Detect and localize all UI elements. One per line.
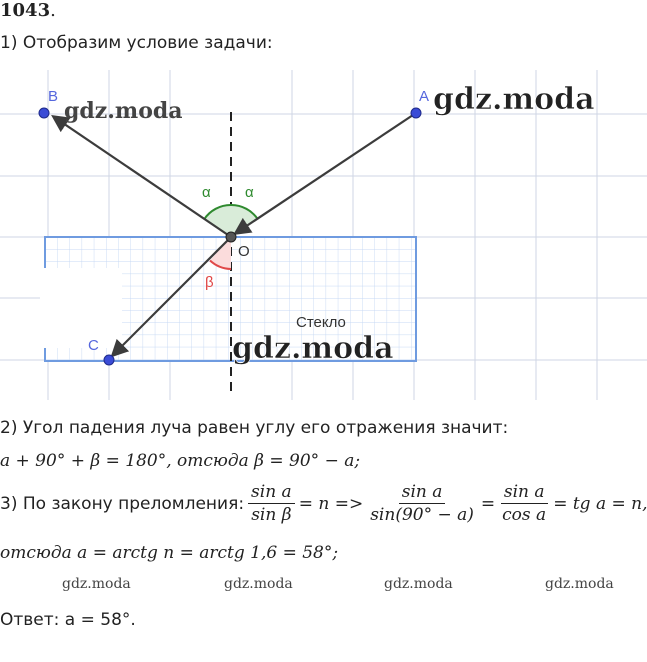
glass-label: Стекло	[296, 314, 346, 331]
step1-text: 1) Отобразим условие задачи:	[0, 33, 273, 53]
reflected-ray	[54, 117, 231, 237]
fraction-3: $\frac{\text{sin a}}{\text{cos a}}$	[502, 482, 547, 525]
point-c-marker	[104, 355, 114, 365]
step3-line	[0, 482, 647, 525]
step3-tail: = tg a = n,	[553, 493, 647, 514]
point-o-label: O	[238, 243, 250, 260]
problem-number-value: 1043	[0, 0, 51, 21]
fraction-1: $\frac{\text{sin a}}{\text{sin β}}$	[248, 482, 295, 525]
point-b-marker	[39, 108, 49, 118]
alpha-right-label: α	[245, 184, 254, 201]
point-a-label: A	[419, 88, 430, 105]
watermark-small-4: gdz.moda	[545, 576, 614, 592]
refraction-figure	[0, 66, 647, 406]
incident-ray	[236, 113, 416, 233]
step2-text: 2) Угол падения луча равен углу его отражения значит:	[0, 418, 509, 438]
watermark-1: gdz.moda	[64, 98, 183, 124]
alpha-left-label: α	[202, 184, 211, 201]
step2-formula: a + 90° + β = 180°, отсюда β = 90° − a;	[0, 451, 361, 471]
step3-prefix: 3) По закону преломления:	[0, 493, 245, 514]
point-c-label: C	[88, 337, 99, 354]
answer-text: Ответ: a = 58°.	[0, 610, 136, 630]
point-a-marker	[411, 108, 421, 118]
step4-text: отсюда a = arctg n = arctg 1,6 = 58°;	[0, 543, 339, 563]
problem-number: 1043.	[0, 0, 56, 21]
step3-eq2: =	[480, 493, 496, 514]
watermark-small-1: gdz.moda	[62, 576, 131, 592]
watermark-3: gdz.moda	[232, 331, 394, 366]
step3-eq1: = n =>	[298, 493, 364, 514]
fraction-2: $\frac{\text{sin a}}{\sin(90^\circ - a)}$	[370, 482, 474, 525]
glass-blank-patch	[40, 268, 122, 348]
beta-label: β	[205, 274, 214, 291]
watermark-small-3: gdz.moda	[384, 576, 453, 592]
watermark-2: gdz.moda	[433, 82, 595, 117]
point-o-marker	[226, 232, 236, 242]
watermark-small-2: gdz.moda	[224, 576, 293, 592]
point-b-label: B	[48, 88, 59, 105]
